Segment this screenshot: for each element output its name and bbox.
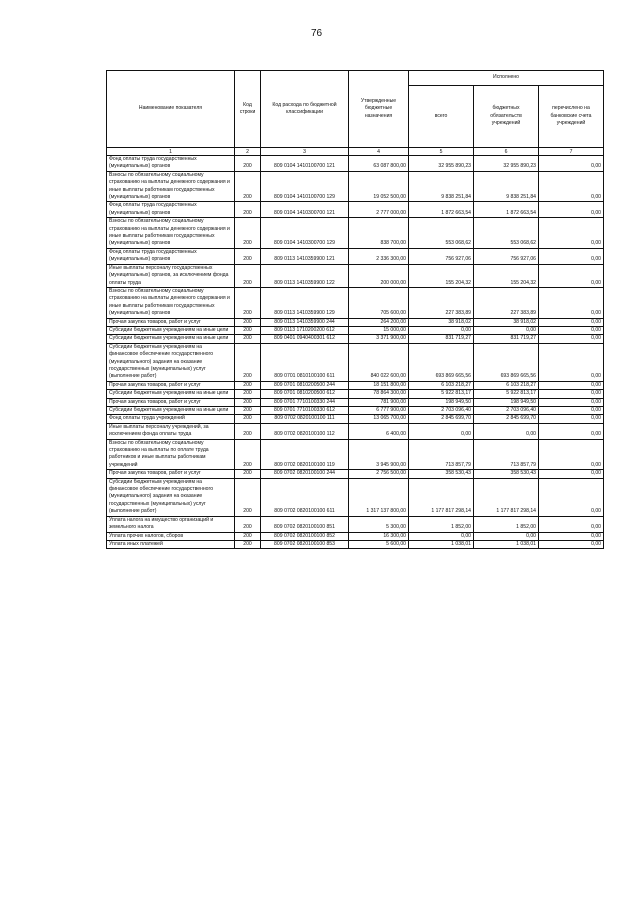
row-name: Субсидии бюджетным учреждениям на иные цели [107,326,235,334]
row-executed-obligations: 831 719,27 [474,335,539,343]
row-executed-total: 6 103 218,27 [409,381,474,389]
row-budget-code: 809 0702 0820100100 611 [261,478,349,516]
row-budget-code: 809 0113 1410359900 121 [261,248,349,264]
row-name: Иные выплаты персоналу государственных (муниципальных) органов, за исключением фонда оплаты труда [107,264,235,287]
row-line-code: 200 [235,218,261,249]
row-budget-code: 809 0104 1410100700 129 [261,171,349,202]
row-executed-obligations: 5 922 813,17 [474,390,539,398]
table-row [107,415,604,423]
row-executed-obligations: 155 204,32 [474,264,539,287]
row-executed-total: 32 955 890,23 [409,156,474,172]
row-executed-transferred: 0,00 [539,326,604,334]
row-executed-total: 2 703 096,40 [409,407,474,415]
row-executed-total: 831 719,27 [409,335,474,343]
header-num-1: 1 [107,148,235,156]
header-col-transferred: перечислено на банковские счета учреждений [539,86,604,148]
row-budget-code: 809 0113 1410359900 122 [261,264,349,287]
row-approved: 3 945 900,00 [349,439,409,470]
row-line-code: 200 [235,335,261,343]
row-executed-total: 155 204,32 [409,264,474,287]
row-line-code: 200 [235,326,261,334]
row-name: Субсидии бюджетным учреждениям на финансовое обеспечение государственного (муниципального) задания на оказание государственных (муниципальных) услуг (выполнение работ) [107,478,235,516]
table-row [107,423,604,439]
table-row [107,343,604,381]
row-approved: 264 200,00 [349,318,409,326]
row-name: Уплата прочих налогов, сборов [107,532,235,540]
row-budget-code: 809 0104 1410300700 121 [261,202,349,218]
row-approved: 840 022 600,00 [349,343,409,381]
row-executed-obligations: 358 530,43 [474,470,539,478]
row-line-code: 200 [235,202,261,218]
header-col-code: Код расхода по бюджетной классификации [261,71,349,148]
row-budget-code: 809 0701 7710100330 612 [261,407,349,415]
row-line-code: 200 [235,381,261,389]
row-approved: 5 300,00 [349,516,409,532]
header-col-approved: Утвержденные бюджетные назначения [349,71,409,148]
row-budget-code: 809 0702 0820100100 852 [261,532,349,540]
row-budget-code: 809 0702 0820100100 244 [261,470,349,478]
row-executed-total: 553 068,62 [409,218,474,249]
table-row [107,248,604,264]
row-line-code: 200 [235,516,261,532]
row-executed-total: 1 852,00 [409,516,474,532]
row-budget-code: 809 0702 0820100100 119 [261,439,349,470]
row-executed-obligations: 756 927,06 [474,248,539,264]
row-executed-transferred: 0,00 [539,439,604,470]
row-name: Прочая закупка товаров, работ и услуг [107,381,235,389]
row-name: Субсидии бюджетным учреждениям на иные цели [107,390,235,398]
row-executed-transferred: 0,00 [539,540,604,548]
table-row [107,171,604,202]
table-row [107,326,604,334]
row-line-code: 200 [235,532,261,540]
row-executed-total: 9 838 251,84 [409,171,474,202]
row-approved: 2 777 000,00 [349,202,409,218]
row-approved: 19 052 500,00 [349,171,409,202]
row-executed-total: 5 922 813,17 [409,390,474,398]
header-col-line: Код строки [235,71,261,148]
row-approved: 6 777 900,00 [349,407,409,415]
row-line-code: 200 [235,540,261,548]
row-executed-obligations: 38 918,02 [474,318,539,326]
row-approved: 2 336 300,00 [349,248,409,264]
row-name: Взносы по обязательному социальному страхованию на выплаты денежного содержания и иные выплаты работникам государственных (муниципальных) органов [107,218,235,249]
row-budget-code: 809 0104 1410300700 129 [261,218,349,249]
row-executed-total: 756 927,06 [409,248,474,264]
row-budget-code: 809 0113 1410359900 129 [261,287,349,318]
row-approved: 5 600,00 [349,540,409,548]
table-row [107,478,604,516]
row-budget-code: 809 0701 0810200500 612 [261,390,349,398]
row-executed-obligations: 227 383,89 [474,287,539,318]
row-budget-code: 809 0701 7710100330 244 [261,398,349,406]
row-budget-code: 809 0104 1410100700 121 [261,156,349,172]
row-approved: 3 371 900,00 [349,335,409,343]
row-executed-transferred: 0,00 [539,218,604,249]
header-num-3: 3 [261,148,349,156]
row-executed-total: 0,00 [409,423,474,439]
row-executed-total: 227 383,89 [409,287,474,318]
row-name: Взносы по обязательному социальному страхованию на выплаты по оплате труда работников и иные выплаты работникам учреждений [107,439,235,470]
row-name: Фонд оплаты труда государственных (муниципальных) органов [107,156,235,172]
row-executed-total: 0,00 [409,532,474,540]
row-line-code: 200 [235,407,261,415]
row-executed-obligations: 1 852,00 [474,516,539,532]
row-executed-total: 1 177 817 298,14 [409,478,474,516]
row-approved: 781 900,00 [349,398,409,406]
table-row [107,156,604,172]
row-name: Субсидии бюджетным учреждениям на иные цели [107,407,235,415]
row-executed-total: 358 530,43 [409,470,474,478]
row-line-code: 200 [235,248,261,264]
row-executed-transferred: 0,00 [539,516,604,532]
table-row [107,381,604,389]
row-executed-transferred: 0,00 [539,343,604,381]
row-approved: 1 317 137 800,00 [349,478,409,516]
row-executed-obligations: 0,00 [474,532,539,540]
row-approved: 200 000,00 [349,264,409,287]
row-executed-obligations: 1 038,01 [474,540,539,548]
row-approved: 2 756 500,00 [349,470,409,478]
table-row [107,202,604,218]
row-executed-total: 38 918,02 [409,318,474,326]
table-row [107,470,604,478]
row-executed-obligations: 198 949,50 [474,398,539,406]
row-executed-obligations: 2 703 096,40 [474,407,539,415]
header-num-4: 4 [349,148,409,156]
row-executed-obligations: 1 872 663,54 [474,202,539,218]
row-executed-transferred: 0,00 [539,248,604,264]
row-executed-transferred: 0,00 [539,381,604,389]
row-budget-code: 809 0113 1710200200 612 [261,326,349,334]
row-executed-obligations: 713 857,79 [474,439,539,470]
row-executed-transferred: 0,00 [539,335,604,343]
row-line-code: 200 [235,478,261,516]
row-executed-transferred: 0,00 [539,287,604,318]
row-executed-transferred: 0,00 [539,171,604,202]
row-line-code: 200 [235,171,261,202]
table-row [107,287,604,318]
table-row [107,264,604,287]
table-row [107,439,604,470]
row-executed-obligations: 693 869 665,56 [474,343,539,381]
row-name: Субсидии бюджетным учреждениям на финансовое обеспечение государственного (муниципального) задания на оказание государственных (муниципальных) услуг (выполнение работ) [107,343,235,381]
row-executed-obligations: 32 955 890,23 [474,156,539,172]
header-row-numbers [107,148,604,156]
row-executed-obligations: 2 845 699,70 [474,415,539,423]
row-approved: 6 400,00 [349,423,409,439]
header-col-obligations: бюджетных обязательств учреждений [474,86,539,148]
header-num-5: 5 [409,148,474,156]
row-line-code: 200 [235,470,261,478]
row-executed-transferred: 0,00 [539,318,604,326]
header-num-2: 2 [235,148,261,156]
row-executed-transferred: 0,00 [539,264,604,287]
row-executed-obligations: 9 838 251,84 [474,171,539,202]
row-executed-total: 2 845 699,70 [409,415,474,423]
row-budget-code: 809 0701 0810100100 611 [261,343,349,381]
row-line-code: 200 [235,287,261,318]
row-name: Фонд оплаты труда государственных (муниципальных) органов [107,202,235,218]
table-row [107,407,604,415]
row-budget-code: 809 0113 1410359900 244 [261,318,349,326]
row-approved: 63 087 800,00 [349,156,409,172]
row-approved: 838 700,00 [349,218,409,249]
page-number: 76 [310,28,323,39]
row-executed-obligations: 1 177 817 298,14 [474,478,539,516]
row-approved: 78 864 300,00 [349,390,409,398]
table-body [107,156,604,549]
header-col-total: всего [409,86,474,148]
row-approved: 15 000,00 [349,326,409,334]
row-executed-total: 198 949,50 [409,398,474,406]
row-line-code: 200 [235,318,261,326]
row-executed-total: 1 872 663,54 [409,202,474,218]
row-name: Фонд оплаты труда учреждений [107,415,235,423]
table-row [107,390,604,398]
row-line-code: 200 [235,156,261,172]
row-executed-total: 713 857,79 [409,439,474,470]
row-approved: 18 151 800,00 [349,381,409,389]
row-name: Иные выплаты персоналу учреждений, за исключением фонда оплаты труда [107,423,235,439]
row-executed-total: 1 038,01 [409,540,474,548]
row-executed-obligations: 6 103 218,27 [474,381,539,389]
row-budget-code: 809 0701 0810200500 244 [261,381,349,389]
row-line-code: 200 [235,415,261,423]
row-name: Субсидии бюджетным учреждениям на иные цели [107,335,235,343]
row-approved: 705 600,00 [349,287,409,318]
row-executed-transferred: 0,00 [539,398,604,406]
header-col-name: Наименование показателя [107,71,235,148]
row-budget-code: 809 0702 0820100100 111 [261,415,349,423]
row-executed-obligations: 0,00 [474,326,539,334]
row-name: Уплата иных платежей [107,540,235,548]
row-name: Взносы по обязательному социальному страхованию на выплаты денежного содержания и иные выплаты работникам государственных (муниципальных) органов [107,171,235,202]
row-name: Взносы по обязательному социальному страхованию на выплаты денежного содержания и иные выплаты работникам государственных (муниципальных) органов [107,287,235,318]
row-budget-code: 809 0702 0820100100 853 [261,540,349,548]
row-executed-transferred: 0,00 [539,390,604,398]
table-row [107,540,604,548]
row-executed-transferred: 0,00 [539,156,604,172]
row-executed-transferred: 0,00 [539,478,604,516]
row-approved: 16 300,00 [349,532,409,540]
row-name: Уплата налога на имущество организаций и земельного налога [107,516,235,532]
row-budget-code: 809 0702 0820100100 112 [261,423,349,439]
table-row [107,516,604,532]
row-name: Фонд оплаты труда государственных (муниципальных) органов [107,248,235,264]
row-executed-transferred: 0,00 [539,415,604,423]
header-row-top [107,71,604,86]
row-line-code: 200 [235,423,261,439]
row-executed-transferred: 0,00 [539,470,604,478]
row-budget-code: 809 0702 0820100100 851 [261,516,349,532]
table-row [107,398,604,406]
budget-execution-table [106,70,604,549]
row-line-code: 200 [235,390,261,398]
row-line-code: 200 [235,343,261,381]
row-executed-transferred: 0,00 [539,532,604,540]
row-executed-total: 0,00 [409,326,474,334]
row-name: Прочая закупка товаров, работ и услуг [107,470,235,478]
table-row [107,532,604,540]
row-approved: 13 065 700,00 [349,415,409,423]
row-name: Прочая закупка товаров, работ и услуг [107,318,235,326]
row-executed-obligations: 553 068,62 [474,218,539,249]
row-name: Прочая закупка товаров, работ и услуг [107,398,235,406]
row-executed-obligations: 0,00 [474,423,539,439]
row-executed-total: 693 869 665,56 [409,343,474,381]
row-executed-transferred: 0,00 [539,202,604,218]
header-num-7: 7 [539,148,604,156]
row-budget-code: 809 0401 0940400301 612 [261,335,349,343]
header-col-executed: Исполнено [409,71,604,86]
row-line-code: 200 [235,439,261,470]
row-executed-transferred: 0,00 [539,423,604,439]
table-row [107,318,604,326]
row-executed-transferred: 0,00 [539,407,604,415]
table-row [107,218,604,249]
row-line-code: 200 [235,398,261,406]
table-row [107,335,604,343]
row-line-code: 200 [235,264,261,287]
header-num-6: 6 [474,148,539,156]
